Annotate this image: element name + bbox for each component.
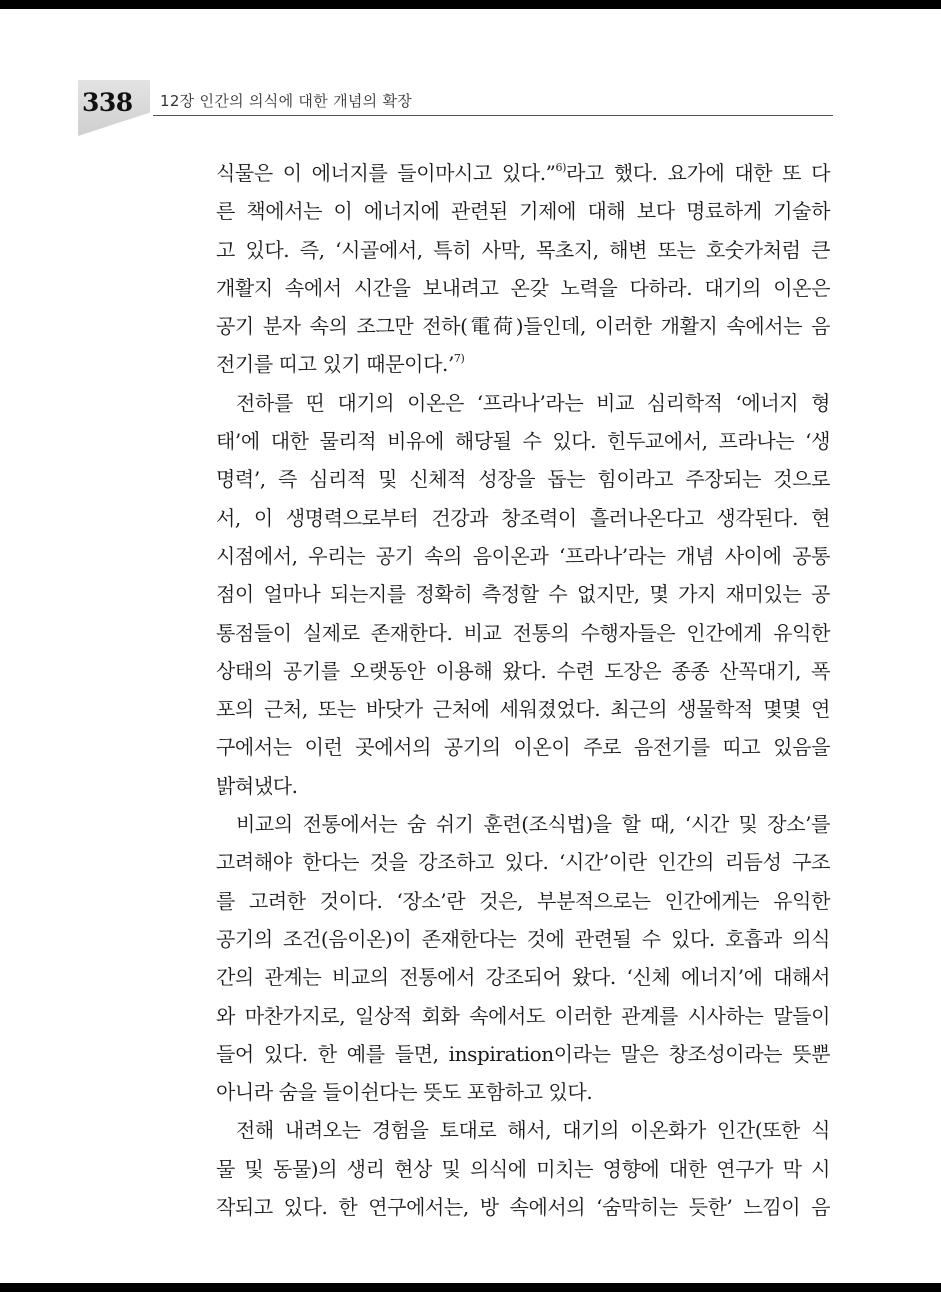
text-line: 비교의 전통에서는 숨 쉬기 훈련(조식법)을 할 때, ‘시간 및 장소’를 <box>236 812 830 837</box>
text-line: 공기의 조건(음이온)이 존재한다는 것에 관련될 수 있다. 호흡과 의식 <box>216 926 830 951</box>
text-line: 서, 이 생명력으로부터 건강과 창조력이 흘러나온다고 생각된다. 현 <box>216 505 830 530</box>
text-line: 포의 근처, 또는 바닷가 근처에 세워졌었다. 최근의 생물학적 몇몇 연 <box>216 697 830 722</box>
text-line: 태’에 대한 물리적 비유에 해당될 수 있다. 힌두교에서, 프라나는 ‘생 <box>216 429 830 454</box>
body-text <box>216 154 830 1226</box>
text-line: 전하를 띤 대기의 이온은 ‘프라나’라는 비교 심리학적 ‘에너지 형 <box>236 390 830 415</box>
text-line: 들어 있다. 한 예를 들면, inspiration이라는 말은 창조성이라는 뜻뿐 <box>216 1041 830 1066</box>
text-line: 른 책에서는 이 에너지에 관련된 기제에 대해 보다 명료하게 기술하 <box>216 199 830 224</box>
page-number: 338 <box>82 88 133 117</box>
text-line: 전해 내려오는 경험을 토대로 해서, 대기의 이온화가 인간(또한 식 <box>236 1118 830 1143</box>
text-line: 명력’, 즉 심리적 및 신체적 성장을 돕는 힘이라고 주장되는 것으로 <box>216 467 830 492</box>
text-line: 점이 얼마나 되는지를 정확히 측정할 수 없지만, 몇 가지 재미있는 공 <box>216 582 830 607</box>
footnote-ref-6[interactable]: 6) <box>555 161 567 174</box>
running-head: 12장 인간의 의식에 대한 개념의 확장 <box>160 92 413 110</box>
text-line: 전기를 띠고 있기 때문이다.’$^{7)}$ <box>216 352 465 377</box>
footnote-ref-7[interactable]: 7) <box>453 352 465 366</box>
header-rule <box>153 115 833 116</box>
text-line: 물 및 동물)의 생리 현상 및 의식에 미치는 영향에 대한 연구가 막 시 <box>216 1156 830 1181</box>
text-line: 를 고려한 것이다. ‘장소’란 것은, 부분적으로는 인간에게는 유익한 <box>216 888 830 913</box>
text-line: 밝혀냈다. <box>216 773 298 798</box>
text-line: 개활지 속에서 시간을 보내려고 온갖 노력을 다하라. 대기의 이온은 <box>216 275 830 300</box>
text-line: 구에서는 이런 곳에서의 공기의 이온이 주로 음전기를 띠고 있음을 <box>216 735 830 760</box>
text-line: 와 마찬가지로, 일상적 회화 속에서도 이러한 관계를 시사하는 말들이 <box>216 1003 830 1028</box>
text-line: 아니라 숨을 들이쉰다는 뜻도 포함하고 있다. <box>216 1080 593 1105</box>
text-line: 고 있다. 즉, ‘시골에서, 특히 사막, 목초지, 해변 또는 호숫가처럼 큰 <box>216 237 830 262</box>
text-line: 고려해야 한다는 것을 강조하고 있다. ‘시간’이란 인간의 리듬성 구조 <box>216 850 830 875</box>
text-line: 식물은 이 에너지를 들이마시고 있다.”$^{6)}$라고 했다. 요가에 대한 또 다 <box>216 161 830 185</box>
top-border <box>0 0 941 9</box>
text-line: 작되고 있다. 한 연구에서는, 방 속에서의 ‘숨막히는 듯한’ 느낌이 음 <box>216 1195 830 1220</box>
text-line: 간의 관계는 비교의 전통에서 강조되어 왔다. ‘신체 에너지’에 대해서 <box>216 965 830 990</box>
text-line: 공기 분자 속의 조그만 전하(電荷)들인데, 이러한 개활지 속에서는 음 <box>216 314 830 339</box>
text-line: 시점에서, 우리는 공기 속의 음이온과 ‘프라나’라는 개념 사이에 공통 <box>216 543 830 568</box>
bottom-border <box>0 1283 941 1292</box>
text-line: 통점들이 실제로 존재한다. 비교 전통의 수행자들은 인간에게 유익한 <box>216 620 830 645</box>
text-line: 상태의 공기를 오랫동안 이용해 왔다. 수련 도장은 종종 산꼭대기, 폭 <box>216 658 830 683</box>
